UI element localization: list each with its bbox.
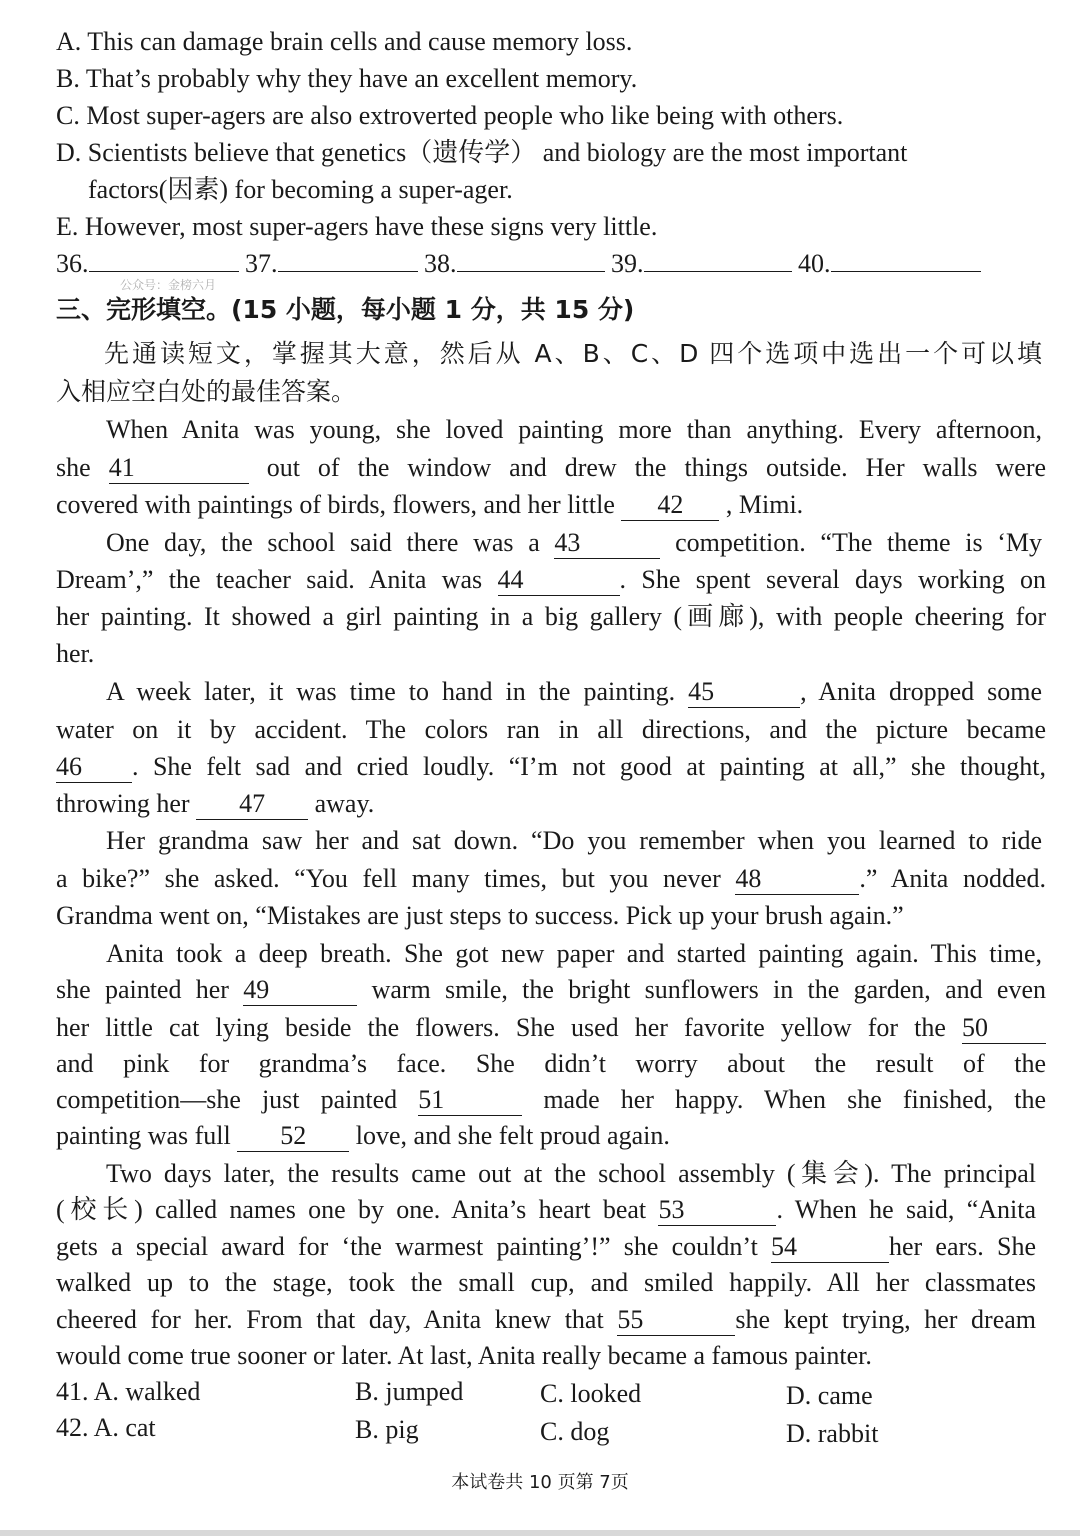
option-d-continued: factors(因素) for becoming a super-ager. (88, 175, 513, 204)
blank-53[interactable]: 53 (658, 1195, 776, 1226)
q42-option-d[interactable]: D. rabbit (786, 1419, 879, 1448)
passage-line: she 41 out of the window and drew the things outside. Her walls were (56, 453, 1047, 482)
blank-41[interactable]: 41 (109, 453, 249, 484)
passage-line: she painted her 49 warm smile, the bright sunflowers in the garden, and even (56, 975, 1047, 1004)
answer-38-label: 38. (424, 249, 457, 278)
blank-46[interactable]: 46 (56, 752, 132, 783)
passage-line: would come true sooner or later. At last, Anita really became a famous painter. (56, 1341, 872, 1370)
passage-line: (校长) called names one by one. Anita’s heart beat 53 . When he said, “Anita (56, 1195, 1037, 1224)
passage-line: a bike?” she asked. “You fell many times, but you never 48 .” Anita nodded. (56, 864, 1046, 893)
q41-option-a[interactable]: 41. A. walked (56, 1377, 201, 1406)
passage-line: When Anita was young, she loved painting more than anything. Every afternoon, (106, 415, 1042, 444)
blank-45[interactable]: 45 (688, 677, 800, 708)
answer-39-label: 39. (611, 249, 644, 278)
passage-line: her. (56, 639, 95, 668)
page-footer: 本试卷共 10 页第 7页 (451, 1472, 629, 1493)
option-e: E. However, most super-agers have these signs very little. (56, 212, 658, 241)
blank-55[interactable]: 55 (617, 1305, 735, 1336)
passage-line: water on it by accident. The colors ran in all directions, and the picture became (56, 715, 1046, 744)
q41-option-b[interactable]: B. jumped (355, 1377, 464, 1406)
option-d: D. Scientists believe that genetics（遗传学） and biology are the most important (56, 138, 908, 167)
instructions-line-1: 先通读短文，掌握其大意，然后从 A、B、C、D 四个选项中选出一个可以填 (104, 339, 1042, 368)
q42-option-b[interactable]: B. pig (355, 1415, 419, 1444)
q42-option-c[interactable]: C. dog (540, 1417, 610, 1446)
answer-36-label: 36. (56, 249, 89, 278)
blank-52[interactable]: 52 (237, 1121, 349, 1152)
page-bottom-edge (0, 1530, 1080, 1536)
option-a: A. This can damage brain cells and cause memory loss. (56, 27, 633, 56)
blank-43[interactable]: 43 (554, 528, 660, 559)
passage-line: Two days later, the results came out at the school assembly (集会). The principal (106, 1159, 1036, 1188)
blank-50[interactable]: 50 (962, 1013, 1046, 1044)
blank-49[interactable]: 49 (243, 975, 357, 1006)
passage-line: Grandma went on, “Mistakes are just steps to success. Pick up your brush again.” (56, 901, 904, 930)
q42-option-a[interactable]: 42. A. cat (56, 1413, 156, 1442)
passage-line: One day, the school said there was a 43 competition. “The theme is ‘My (106, 528, 1043, 557)
passage-line: painting was full 52 love, and she felt proud again. (56, 1121, 670, 1150)
passage-line: her little cat lying beside the flowers. She used her favorite yellow for the 50 (56, 1010, 1046, 1046)
blank-47[interactable]: 47 (196, 789, 308, 820)
watermark-text: 公众号：金榜六月 (120, 278, 217, 292)
passage-line: walked up to the stage, took the small cup, and smiled happily. All her classmates (56, 1268, 1036, 1297)
passage-line: cheered for her. From that day, Anita knew that 55 she kept trying, her dream (56, 1305, 1037, 1334)
option-c: C. Most super-agers are also extroverted people who like being with others. (56, 101, 844, 130)
blank-48[interactable]: 48 (735, 864, 859, 895)
answer-36-blank[interactable] (89, 271, 239, 272)
passage-line: competition—she just painted 51 made her happy. When she finished, the (56, 1085, 1047, 1114)
answer-37-blank[interactable] (278, 271, 418, 272)
section-heading: 三、完形填空。(15 小题，每小题 1 分，共 15 分) (56, 295, 635, 324)
answer-40-blank[interactable] (831, 271, 981, 272)
blank-44[interactable]: 44 (498, 565, 620, 596)
blank-54[interactable]: 54 (771, 1232, 889, 1263)
passage-line: covered with paintings of birds, flowers, and her little 42 , Mimi. (56, 490, 804, 519)
passage-line: her painting. It showed a girl painting in a big gallery (画廊), with people cheering for (56, 602, 1046, 631)
passage-line: A week later, it was time to hand in the painting. 45 , Anita dropped some (106, 677, 1042, 706)
answer-40-label: 40. (798, 249, 831, 278)
answer-37-label: 37. (245, 249, 278, 278)
passage-line: 46 . She felt sad and cried loudly. “I’m not good at painting at all,” she thought, (56, 752, 1046, 781)
answer-39-blank[interactable] (644, 271, 792, 272)
q41-option-d[interactable]: D. came (786, 1381, 873, 1410)
q41-option-c[interactable]: C. looked (540, 1379, 642, 1408)
passage-line: gets a special award for ‘the warmest painting’!” she couldn’t 54 her ears. She (56, 1232, 1037, 1261)
passage-line: Dream’,” the teacher said. Anita was 44 . She spent several days working on (56, 565, 1046, 594)
blank-51[interactable]: 51 (418, 1085, 522, 1116)
blank-42[interactable]: 42 (621, 490, 719, 521)
option-b: B. That’s probably why they have an excellent memory. (56, 64, 638, 93)
passage-line: Her grandma saw her and sat down. “Do you remember when you learned to ride (106, 826, 1042, 855)
answer-38-blank[interactable] (457, 271, 605, 272)
instructions-line-2: 入相应空白处的最佳答案。 (56, 377, 357, 406)
passage-line: Anita took a deep breath. She got new paper and started painting again. This time, (106, 939, 1042, 968)
passage-line: throwing her 47 away. (56, 789, 375, 818)
passage-line: and pink for grandma’s face. She didn’t worry about the result of the (56, 1049, 1046, 1078)
